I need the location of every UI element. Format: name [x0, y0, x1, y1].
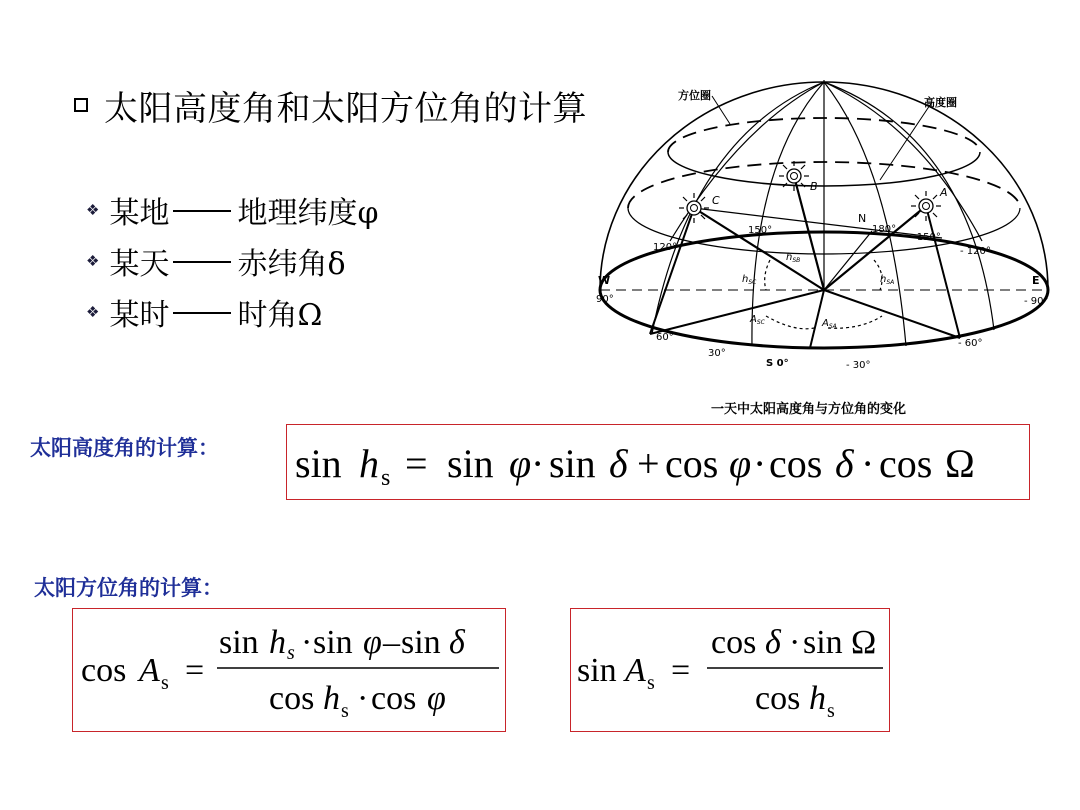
- svg-text:sin: sin: [401, 624, 441, 661]
- svg-text:s: s: [647, 672, 655, 694]
- label-deg-60: 60°: [656, 332, 674, 343]
- svg-text:cos: cos: [665, 441, 719, 486]
- label-h-sa: $h_{SA}$: [880, 274, 895, 286]
- label-deg-150: 150°: [748, 225, 773, 236]
- label-east-degree: - 90°: [1024, 296, 1049, 307]
- svg-text:φ: φ: [363, 624, 382, 661]
- svg-text:h: h: [323, 680, 340, 717]
- svg-text:Ω: Ω: [851, 624, 877, 661]
- svg-text:cos: cos: [755, 680, 801, 717]
- label-deg-120: 120°: [653, 242, 678, 253]
- svg-text:sin: sin: [219, 624, 259, 661]
- svg-text:s: s: [381, 465, 391, 491]
- label-deg-minus-60: - 60°: [958, 338, 983, 349]
- svg-text:φ: φ: [509, 441, 532, 486]
- svg-text:sin: sin: [803, 624, 843, 661]
- label-deg-minus-120: - 120°: [960, 246, 991, 257]
- square-bullet-icon: [74, 98, 88, 112]
- label-north: N: [858, 212, 867, 225]
- bullet-term: 地理纬度φ: [237, 196, 379, 231]
- svg-text:+: +: [637, 441, 660, 486]
- diamond-bullet-icon: ❖: [86, 201, 100, 219]
- svg-text:s: s: [341, 700, 349, 722]
- svg-text:h: h: [269, 624, 286, 661]
- svg-text:sin: sin: [577, 652, 617, 689]
- diamond-bullet-icon: ❖: [86, 303, 100, 321]
- azimuth-cos-formula: [73, 609, 507, 733]
- bullet-term: 赤纬角δ: [237, 247, 346, 282]
- svg-text:·: ·: [789, 624, 801, 661]
- bullet-item-time: [86, 291, 322, 333]
- svg-text:s: s: [287, 642, 295, 664]
- svg-text:–: –: [383, 624, 400, 661]
- label-east: E: [1032, 274, 1040, 287]
- label-h-sc: $h_{SC}$: [742, 274, 757, 286]
- label-deg-180: 180°: [872, 224, 897, 235]
- celestial-hemisphere-diagram: [590, 76, 1060, 426]
- label-deg-minus-150: - 150°: [910, 232, 941, 243]
- svg-text:h: h: [359, 441, 379, 486]
- svg-text:δ: δ: [609, 441, 628, 486]
- svg-text:sin: sin: [313, 624, 353, 661]
- label-deg-30: 30°: [708, 348, 726, 359]
- svg-text:δ: δ: [449, 624, 465, 661]
- altitude-formula: [287, 425, 1031, 501]
- label-sun-c: C: [712, 194, 720, 207]
- dash-divider: [173, 261, 231, 263]
- svg-text:=: =: [185, 652, 205, 689]
- altitude-section-label: 太阳高度角的计算：: [30, 436, 219, 460]
- sun-c-icon: [679, 193, 709, 223]
- label-altitude-circle: 高度圈: [924, 96, 957, 109]
- svg-text:·: ·: [357, 680, 369, 717]
- svg-text:·: ·: [301, 624, 313, 661]
- dash-divider: [173, 210, 231, 212]
- svg-text:cos: cos: [711, 624, 757, 661]
- svg-text:·: ·: [861, 441, 875, 486]
- svg-text:cos: cos: [879, 441, 933, 486]
- svg-text:h: h: [809, 680, 826, 717]
- bullet-subject: 某时: [109, 298, 170, 333]
- label-sun-a: A: [940, 186, 948, 199]
- slide-title: [74, 80, 587, 130]
- bullet-subject: 某天: [109, 247, 170, 282]
- svg-text:=: =: [405, 441, 428, 486]
- svg-text:A: A: [625, 652, 646, 689]
- svg-text:s: s: [161, 672, 169, 694]
- label-h-sb: $h_{SB}$: [786, 252, 801, 264]
- label-west: W: [598, 274, 611, 287]
- svg-text:sin: sin: [447, 441, 494, 486]
- svg-text:·: ·: [753, 441, 767, 486]
- svg-text:sin: sin: [295, 441, 342, 486]
- svg-text:φ: φ: [729, 441, 752, 486]
- azimuth-sin-formula-box: [570, 608, 890, 732]
- dash-divider: [173, 312, 231, 314]
- bullet-item-day: [86, 240, 346, 282]
- label-a-sc: $A_{SC}$: [750, 314, 765, 326]
- bullet-term: 时角Ω: [237, 298, 323, 333]
- title-text: 太阳高度角和太阳方位角的计算: [104, 88, 587, 129]
- azimuth-sin-formula: [571, 609, 891, 733]
- label-deg-minus-30: - 30°: [846, 360, 871, 371]
- azimuth-cos-formula-box: [72, 608, 506, 732]
- svg-text:sin: sin: [549, 441, 596, 486]
- label-west-degree: 90°: [596, 294, 614, 305]
- label-azimuth-circle: 方位圈: [678, 89, 711, 102]
- azimuth-section-label: 太阳方位角的计算：: [34, 576, 223, 600]
- altitude-formula-box: [286, 424, 1030, 500]
- sun-b-icon: [779, 161, 809, 191]
- sun-a-icon: [911, 191, 941, 221]
- svg-text:cos: cos: [269, 680, 315, 717]
- svg-text:Ω: Ω: [945, 441, 975, 486]
- svg-text:δ: δ: [835, 441, 854, 486]
- bullet-item-place: [86, 189, 378, 231]
- diagram-caption: 一天中太阳高度角与方位角的变化: [711, 402, 907, 417]
- bullet-subject: 某地: [109, 196, 170, 231]
- svg-text:cos: cos: [81, 652, 127, 689]
- svg-text:=: =: [671, 652, 691, 689]
- svg-text:δ: δ: [765, 624, 781, 661]
- svg-text:A: A: [139, 652, 160, 689]
- label-a-sa: $A_{SA}$: [822, 318, 837, 330]
- svg-text:φ: φ: [427, 680, 446, 717]
- svg-text:·: ·: [531, 441, 545, 486]
- svg-text:cos: cos: [769, 441, 823, 486]
- svg-text:s: s: [827, 700, 835, 722]
- label-south: S 0°: [766, 358, 789, 369]
- diamond-bullet-icon: ❖: [86, 252, 100, 270]
- label-sun-b: B: [810, 180, 818, 193]
- svg-text:cos: cos: [371, 680, 417, 717]
